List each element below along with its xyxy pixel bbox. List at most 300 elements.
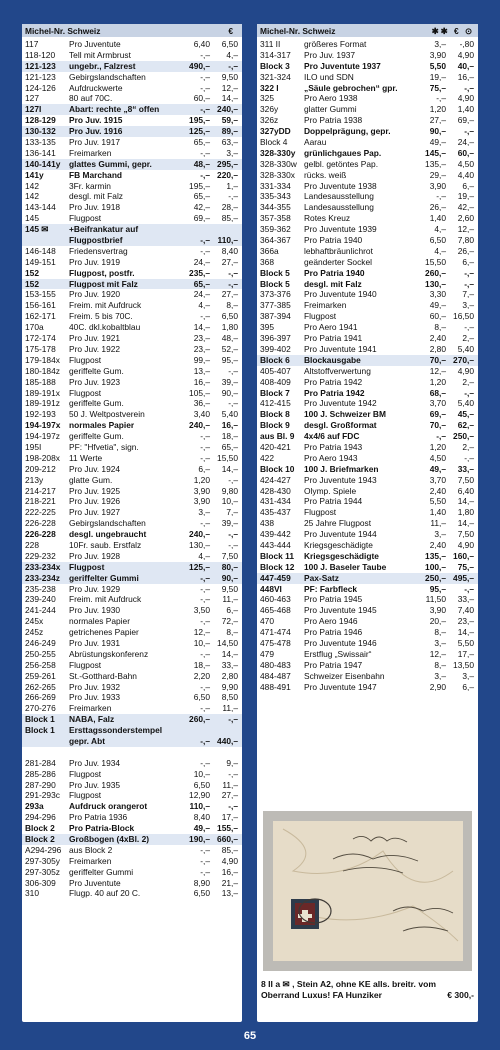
price-used: -,– [464,126,474,137]
catalog-number: 311 II [260,39,281,49]
item-description: Pro Juv. 1915 [69,115,123,126]
table-row [257,682,478,693]
catalog-number: 471-474 [260,627,291,638]
price-mint: 69,– [193,213,210,224]
item-description: desgl. ungebraucht [69,529,147,540]
catalog-number: 121-123 [25,71,56,82]
table-row [22,50,242,61]
table-row [257,170,478,181]
table-row [22,377,242,388]
item-description: Pro Juv. 1921 [69,333,121,344]
catalog-number: 233-234x [25,561,61,572]
item-description: desgl. Großformat [304,420,377,431]
price-mint: 135,– [425,158,446,169]
item-description: Pro Juv. 1922 [69,343,121,354]
catalog-number: 152 [25,267,39,278]
price-used: 63,– [221,137,238,148]
price-used: 60,– [457,147,474,158]
price-used: 7,40 [457,605,474,616]
item-description: Freim. mit Aufdruck [69,594,142,605]
catalog-number: 396-397 [260,333,291,344]
table-row [22,692,242,703]
item-description: Aufdruckwerte [69,82,123,93]
price-mint: 10,– [193,768,210,779]
price-used: 9,80 [221,485,238,496]
item-description: Pro Aero 1938 [304,93,358,104]
table-row [257,366,478,377]
item-description: Pro Aero 1943 [304,452,358,463]
item-description: 11 Werte [69,452,103,463]
item-description: glattes Gummi, gepr. [69,158,152,169]
table-row [22,671,242,682]
catalog-number: 250-255 [25,648,56,659]
table-row [257,311,478,322]
item-description: Pro Juventute [69,39,121,49]
price-mint: 49,– [429,463,446,474]
table-row [22,714,242,725]
price-mint: 2,20 [193,670,210,681]
table-row [22,159,242,170]
catalog-number: 266-269 [25,692,56,703]
catalog-number: Block 2 [25,834,55,845]
price-mint [180,747,210,758]
catalog-number: 195I [25,441,42,452]
item-description: Aufdruck orangerot [69,801,148,812]
catalog-number: Block 2 [25,823,55,834]
item-description: Kriegsgeschädigte [304,539,373,550]
price-mint: 42,– [193,202,210,213]
price-mint: 60,– [193,93,210,104]
catalog-number: 226-228 [25,518,56,529]
price-used: 90,– [221,387,238,398]
table-row [22,540,242,551]
price-mint: -,– [200,866,210,877]
price-used: 16,– [221,420,238,431]
catalog-number: 145 ✉ [25,224,49,235]
item-description: Kriegsgeschädigte [304,550,379,561]
item-description: Pro Juventute 1944 [304,529,377,540]
item-description: 80 auf 70C. [69,93,113,104]
item-description: Pro Patria 1943 [304,441,363,452]
price-used: 80,– [221,561,238,572]
price-used: 6,– [462,681,474,692]
price-mint: 3,40 [193,409,210,420]
item-description: Pro Patria 1946 [304,627,363,638]
price-mint: 90,– [429,126,446,137]
price-mint: 48,– [193,158,210,169]
table-row [257,159,478,170]
table-row [22,725,242,736]
catalog-number: 128-129 [25,115,56,126]
price-used: 14,– [457,627,474,638]
table-row [22,856,242,867]
table-row [22,464,242,475]
price-mint: -,– [200,104,210,115]
catalog-number: aus Bl. 9 [260,431,295,442]
item-description: „Säule gebrochen“ gpr. [304,82,398,93]
price-mint: 19,– [429,71,446,82]
price-mint: 24,– [193,256,210,267]
table-row [22,191,242,202]
table-row [257,627,478,638]
table-row [22,758,242,769]
price-mint: 260,– [189,714,210,725]
right-price-list [257,39,478,692]
catalog-number: 412-415 [260,398,291,409]
table-row [22,39,242,50]
catalog-number: 256-258 [25,659,56,670]
catalog-number: Block 3 [260,60,290,71]
item-description: Freimarken [304,300,347,311]
price-used: -,– [228,539,238,550]
catalog-number: 214-217 [25,485,56,496]
price-mint: 105,– [189,387,210,398]
item-description: Flugpostbrief [69,235,123,246]
item-description: Pro Patria 1941 [304,333,363,344]
price-mint: -,– [200,49,210,60]
item-description: 3Fr. karmin [69,180,111,191]
catalog-number: 465-468 [260,605,291,616]
catalog-number: 331-334 [260,180,291,191]
price-mint: 12,– [429,365,446,376]
table-row [257,115,478,126]
price-used: 9,50 [221,583,238,594]
table-row [257,202,478,213]
item-description: Pro Juv. 1916 [69,126,123,137]
item-description: Pro Patria 1942 [304,387,365,398]
table-row [22,279,242,290]
price-used: 7,– [226,507,238,518]
price-used: 85,– [221,213,238,224]
catalog-number: 145 [25,213,39,224]
price-used: 4,90 [457,49,474,60]
item-description: Freimarken [69,147,112,158]
table-row [22,780,242,791]
price-mint: 3,70 [429,474,446,485]
item-description: Flugpost [69,561,105,572]
price-used: 1,80 [221,322,238,333]
price-used: 52,– [221,343,238,354]
table-row [257,181,478,192]
table-row [22,235,242,246]
table-row [22,311,242,322]
price-mint: 23,– [193,343,210,354]
price-mint: -,– [200,757,210,768]
item-description: NABA, Falz [69,714,115,725]
item-description: Rotes Kreuz [304,213,351,224]
item-description: FB Marchand [69,169,123,180]
price-used: -,– [464,322,474,333]
table-row [22,790,242,801]
price-mint: -,– [200,616,210,627]
cover-letter-photo [263,811,472,971]
price-used [210,725,242,736]
item-description: Pro Patria 1940 [304,235,363,246]
item-description: desgl. mit Falz [69,191,123,202]
table-row [22,115,242,126]
table-row [257,126,478,137]
price-used: -,– [228,474,238,485]
item-description: Pro Juventute 1947 [304,681,377,692]
catalog-number: Block 9 [260,420,290,431]
table-row [257,268,478,279]
price-mint: 49,– [193,823,210,834]
catalog-number: 189-191x [25,387,60,398]
catalog-number: Block 1 [25,725,55,736]
item-description: Freim. 5 bis 70C. [69,311,133,322]
table-row [22,388,242,399]
table-row [22,747,242,758]
catalog-number: 328-330x [260,169,295,180]
price-used: 95,– [221,354,238,365]
price-used: 240,– [217,104,238,115]
catalog-number: 121-123 [25,60,56,71]
price-mint: 6,– [198,463,210,474]
price-used: 21,– [221,877,238,888]
item-description: desgl. mit Falz [304,278,362,289]
price-used: 19,– [457,191,474,202]
item-description: Flugpost [69,387,102,398]
item-description: Pro Juv. 1917 [69,137,121,148]
table-row [22,181,242,192]
item-description: Freimarken [69,855,112,866]
table-row [257,388,478,399]
catalog-number: 262-265 [25,681,56,692]
table-row [22,736,242,747]
price-used: 28,– [221,202,238,213]
left-header [22,24,242,37]
item-description: Freim. mit Aufdruck [69,300,142,311]
table-row [22,289,242,300]
table-row [22,344,242,355]
table-row [257,529,478,540]
price-used: 33,– [457,463,474,474]
price-mint: 3,– [434,637,446,648]
price-used: 6,– [462,180,474,191]
price-mint: 2,40 [429,333,446,344]
price-mint: 195,– [189,115,210,126]
catalog-number: 233-234z [25,572,60,583]
catalog-number: 209-212 [25,463,56,474]
price-mint: 4,– [198,300,210,311]
item-description: lebhaftbräunlichrot [304,245,373,256]
table-row [22,104,242,115]
item-description: Pro Juventute 1946 [304,637,377,648]
price-mint: 65,– [193,191,210,202]
catalog-number: 141y [25,169,44,180]
table-row [257,148,478,159]
catalog-number: 245x [25,616,44,627]
table-row [257,39,478,50]
price-used: -,– [228,191,238,202]
price-used: 160,– [453,550,474,561]
price-mint: -,– [200,681,210,692]
item-description: Flugpost [304,311,337,322]
item-description: geänderter Sockel [304,256,372,267]
catalog-number: 326z [260,115,279,126]
catalog-number: 192-193 [25,409,56,420]
item-description: Großbogen (4xBl. 2) [69,834,150,845]
catalog-number: Block 5 [260,267,290,278]
catalog-number: 325 [260,93,274,104]
table-row [22,83,242,94]
catalog-number: 306-309 [25,877,56,888]
item-description: Friedensvertrag [69,245,128,256]
item-description: Schweizer Eisenbahn [304,670,385,681]
table-row [22,224,242,235]
price-used: 69,– [457,115,474,126]
catalog-number: 149-151 [25,256,56,267]
price-mint: 130,– [425,278,446,289]
price-mint: 5,50 [429,496,446,507]
price-mint: 8,90 [193,877,210,888]
catalog-number: 226-228 [25,529,56,540]
item-description: Pro Juventute 1939 [304,224,377,235]
price-mint: 23,– [193,333,210,344]
price-used: 23,– [457,616,474,627]
price-mint: 26,– [429,202,446,213]
catalog-number: 246-249 [25,637,56,648]
price-used: 2,– [462,376,474,387]
item-description: größeres Format [304,39,367,49]
item-description: Pro Patria 1938 [304,115,363,126]
item-description: Pro Juv. 1931 [69,637,121,648]
price-mint: 125,– [189,561,210,572]
table-row [22,170,242,181]
lot-description [261,979,474,1001]
catalog-number: 218-221 [25,496,56,507]
table-row [22,300,242,311]
price-mint: 6,50 [193,692,210,703]
price-mint: 36,– [193,398,210,409]
item-description: Aarau [304,137,327,148]
price-mint: 65,– [193,137,210,148]
catalog-number: Block 10 [260,463,295,474]
table-row [22,507,242,518]
price-used [210,747,242,758]
item-description: Pro Juv. 1927 [69,507,121,518]
item-description: Pro Patria-Block [69,823,135,834]
price-used: 440,– [217,736,238,746]
price-mint: 2,90 [429,681,446,692]
table-row [257,540,478,551]
table-row [257,104,478,115]
price-mint: 3,50 [193,605,210,616]
table-row [22,137,242,148]
table-row [22,660,242,671]
table-row [257,453,478,464]
price-mint: 5,50 [429,60,446,71]
price-mint: 1,20 [193,474,210,485]
price-mint: 11,– [430,518,446,529]
table-row [22,605,242,616]
price-mint: 2,40 [429,539,446,550]
catalog-number: 180-184z [25,365,60,376]
price-used: 7,– [462,289,474,300]
item-description: 50 J. Weltpostverein [69,409,145,420]
catalog-number: Block 12 [260,561,295,572]
table-row [22,616,242,627]
price-mint: 3,– [198,507,210,518]
price-mint: 70,– [429,354,446,365]
catalog-number: 470 [260,616,274,627]
item-description: Doppelprägung, gepr. [304,126,391,137]
catalog-number: Block 1 [25,714,55,725]
left-header-title: Michel-Nr. Schweiz [25,25,101,36]
price-used: 4,90 [457,365,474,376]
price-used: 62,– [457,420,474,431]
price-mint: 3,90 [429,49,446,60]
table-row [22,703,242,714]
catalog-number: 287-290 [25,779,56,790]
item-description: aus Block 2 [69,844,113,855]
table-row [257,518,478,529]
price-used: 4,90 [457,93,474,104]
catalog-number: 117 [25,39,39,49]
catalog-number: 357-358 [260,213,291,224]
table-row [257,420,478,431]
item-description: Pro Juv. 1937 [304,49,356,60]
lot-text: 8 II a ✉ , Stein A2, ohne KE alls. breitr. vom Oberrand Luxus! FA Hunziker [261,979,436,1000]
price-used: 27,– [221,790,238,801]
table-row [22,431,242,442]
catalog-number: 435-437 [260,507,291,518]
table-row [22,202,242,213]
price-used: 7,50 [221,550,238,561]
table-row [22,812,242,823]
price-used: 6,– [226,605,238,616]
catalog-number: 185-188 [25,376,56,387]
price-used: 17,– [457,648,474,659]
price-mint: 135,– [425,550,446,561]
table-row [22,496,242,507]
price-mint: -,– [200,844,210,855]
item-description: Altstoffverwertung [304,365,371,376]
price-mint: -,– [200,736,210,746]
envelope-image [263,811,472,971]
catalog-number: 228 [25,539,39,550]
price-used: 33,– [221,659,238,670]
item-description: Flugpost [69,659,102,670]
table-row [257,551,478,562]
price-mint: 8,40 [193,812,210,823]
item-description: Pro Aero 1941 [304,322,358,333]
item-description: Pro Patria 1944 [304,496,363,507]
price-used: -,– [228,60,238,71]
catalog-number: 424-427 [260,474,291,485]
price-used: 5,40 [457,398,474,409]
catalog-number: 359-362 [260,224,291,235]
catalog-number: 366a [260,245,279,256]
price-mint: 3,70 [429,398,446,409]
price-mint: 1,40 [429,507,446,518]
catalog-number: 146-148 [25,245,56,256]
price-used: 27,– [221,256,238,267]
catalog-number: 130-132 [25,126,56,137]
catalog-number: 213y [25,474,44,485]
catalog-number: 152 [25,278,39,289]
price-used: 16,– [457,71,474,82]
table-row [257,584,478,595]
catalog-number: 420-421 [260,441,291,452]
price-mint: 3,30 [429,289,446,300]
price-mint: 95,– [429,583,446,594]
price-used: 11,– [222,703,238,714]
item-description: Pro Juv. 1935 [69,779,121,790]
item-description: Pro Aero 1946 [304,616,358,627]
price-mint: 3,– [434,670,446,681]
price-used: 1,80 [457,507,474,518]
